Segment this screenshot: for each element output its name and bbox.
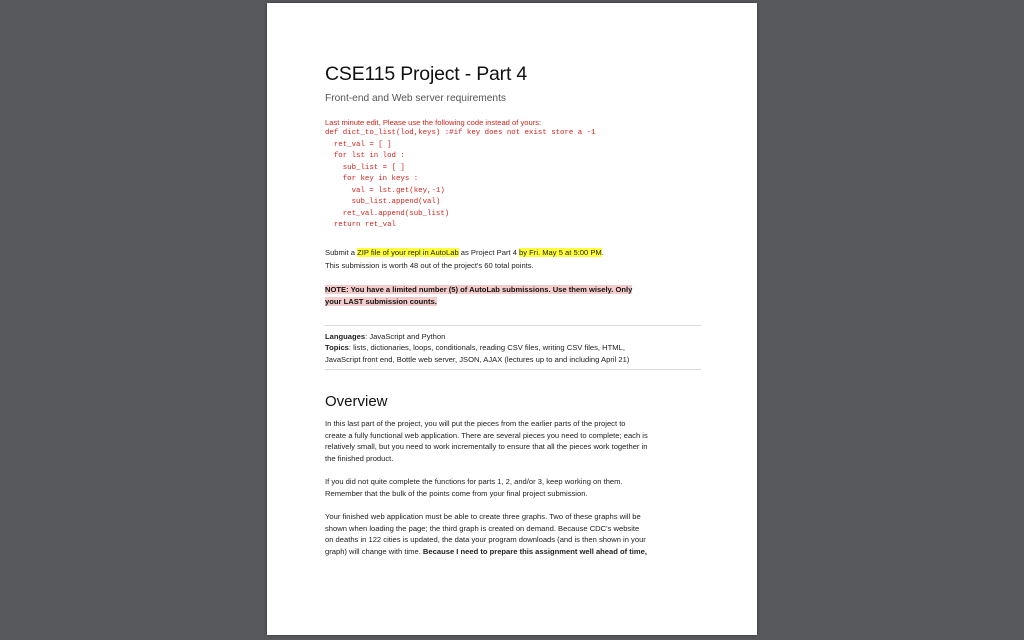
topics-value: : lists, dictionaries, loops, conditionals, reading CSV files, writing CSV files, HTML,	[348, 343, 625, 352]
paragraph-bold-text: Because I need to prepare this assignment well ahead of time,	[422, 546, 648, 556]
divider	[325, 325, 701, 326]
submission-limit-note	[325, 284, 701, 308]
code-line: val = lst.get(key,-1)	[325, 186, 445, 195]
overview-paragraph	[325, 511, 701, 557]
overview-paragraph	[325, 418, 701, 464]
code-line: def dict_to_list(lod,keys) :#if key does not exist store a -1	[325, 129, 596, 137]
overview-paragraph	[325, 476, 701, 499]
deadline-highlight: by Fri. May 5 at 5:00 PM	[519, 247, 602, 257]
paragraph-line: create a fully functional web application. There are several pieces you need to complete; each is	[325, 430, 648, 440]
paragraph-line: relatively small, but you need to work incrementally to ensure that all the pieces work together in	[325, 442, 648, 451]
note-line: NOTE: You have a limited number (5) of AutoLab submissions. Use them wisely. Only	[325, 284, 633, 294]
submit-prefix: Submit a	[325, 247, 358, 257]
topics-label: Topics	[325, 343, 349, 352]
points-worth: This submission is worth 48 out of the project's 60 total points.	[325, 261, 534, 270]
paragraph-line: on deaths in 122 cities is updated, the data your program downloads (and is then shown in your	[325, 535, 646, 544]
document-title: CSE115 Project - Part 4	[325, 63, 528, 85]
code-line: return ret_val	[325, 221, 396, 229]
languages-label: Languages	[325, 331, 366, 341]
paragraph-line: Your finished web application must be able to create three graphs. Two of these graphs will be	[325, 512, 641, 521]
submit-instructions	[325, 247, 701, 259]
topics-line	[325, 342, 701, 354]
document-subtitle: Front-end and Web server requirements	[325, 93, 507, 104]
paragraph-line: Remember that the bulk of the points come from your final project submission.	[325, 488, 588, 498]
paragraph-line: the finished product.	[325, 453, 394, 463]
document-page	[267, 3, 757, 635]
paragraph-line	[325, 546, 701, 558]
paragraph-text: graph) will change with time.	[325, 546, 423, 556]
note-line: your LAST submission counts.	[325, 296, 437, 306]
topics-line-continued: JavaScript front end, Bottle web server, JSON, AJAX (lectures up to and including April 21)	[325, 354, 630, 364]
last-minute-edit-note: Last minute edit, Please use the following code instead of yours:	[325, 118, 542, 127]
code-line: sub_list.append(val)	[325, 198, 441, 206]
paragraph-line: shown when loading the page; the third graph is created on demand. Because CDC's website	[325, 523, 640, 533]
submit-middle: as Project Part 4	[458, 247, 520, 257]
languages-line	[325, 331, 701, 343]
page-content	[325, 61, 701, 557]
languages-value: : JavaScript and Python	[365, 331, 446, 341]
submit-suffix: .	[601, 247, 604, 257]
divider	[325, 369, 701, 370]
code-block	[325, 128, 701, 232]
overview-heading: Overview	[325, 393, 388, 410]
code-line: ret_val.append(sub_list)	[325, 209, 450, 218]
paragraph-line: In this last part of the project, you will put the pieces from the earlier parts of the project to	[325, 419, 626, 428]
code-line: sub_list = [ ]	[325, 163, 405, 172]
zip-file-highlight: ZIP file of your repl in AutoLab	[357, 247, 459, 257]
code-line: ret_val = [ ]	[325, 140, 392, 149]
code-line: for lst in lod :	[325, 152, 405, 160]
code-line: for key in keys :	[325, 175, 419, 183]
paragraph-line: If you did not quite complete the functions for parts 1, 2, and/or 3, keep working on them.	[325, 477, 623, 486]
